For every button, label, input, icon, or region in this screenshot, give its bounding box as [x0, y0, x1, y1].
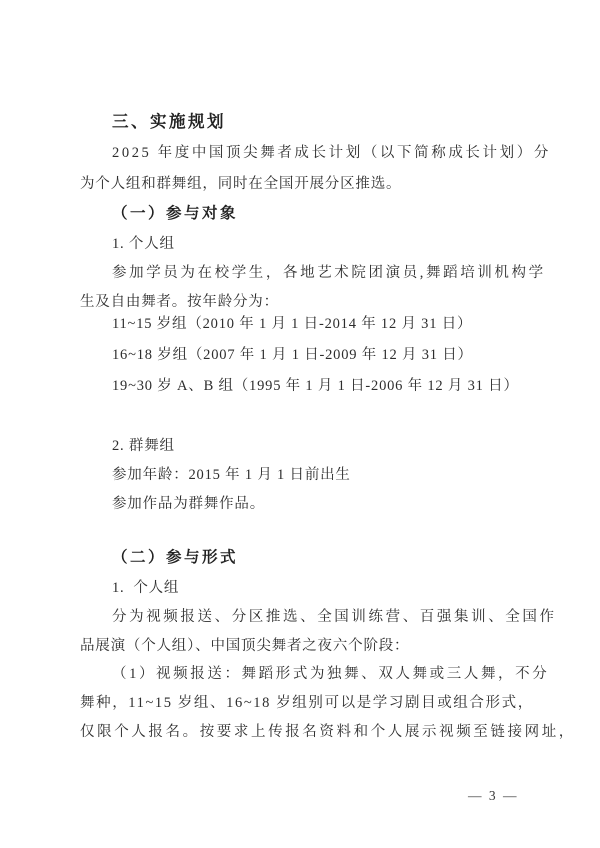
- line-age-group-16-18: 16~18 岁组（2007 年 1 月 1 日-2009 年 12 月 31 日）: [112, 347, 473, 363]
- line-video-submission-2: 舞种，11~15 岁组、16~18 岁组别可以是学习剧目或组合形式，: [80, 695, 534, 711]
- line-participants-2: 生及自由舞者。按年龄分为：: [80, 294, 279, 310]
- heading-section-three: 三、实施规划: [112, 113, 226, 131]
- heading-participation-format: （二）参与形式: [112, 549, 239, 566]
- line-individual-group-label-2: 1. 个人组: [112, 580, 180, 596]
- line-video-submission-3: 仅限个人报名。按要求上传报名资料和个人展示视频至链接网址，: [80, 724, 576, 740]
- line-video-submission-1: （1）视频报送：舞蹈形式为独舞、双人舞或三人舞，不分: [112, 666, 550, 682]
- line-group-dance-label: 2. 群舞组: [112, 438, 175, 454]
- line-individual-group-label: 1. 个人组: [112, 236, 175, 252]
- line-age-group-11-15: 11~15 岁组（2010 年 1 月 1 日-2014 年 12 月 31 日）: [112, 316, 473, 332]
- line-participants-1: 参加学员为在校学生，各地艺术院团演员,舞蹈培训机构学: [112, 265, 546, 281]
- line-plan-intro-2: 为个人组和群舞组，同时在全国开展分区推选。: [80, 176, 402, 192]
- line-plan-intro-1: 2025 年度中国顶尖舞者成长计划（以下简称成长计划）分: [112, 145, 551, 161]
- line-age-group-19-30: 19~30 岁 A、B 组（1995 年 1 月 1 日-2006 年 12 月 31 日）: [112, 378, 519, 394]
- line-stages-1: 分为视频报送、分区推选、全国训练营、百强集训、全国作: [112, 609, 557, 625]
- line-stages-2: 品展演（个人组）、中国顶尖舞者之夜六个阶段：: [80, 638, 410, 654]
- heading-participants: （一）参与对象: [112, 205, 239, 222]
- line-group-dance-age: 参加年龄：2015 年 1 月 1 日前出生: [112, 467, 351, 483]
- line-group-dance-works: 参加作品为群舞作品。: [112, 496, 265, 512]
- page-number: — 3 —: [468, 788, 519, 803]
